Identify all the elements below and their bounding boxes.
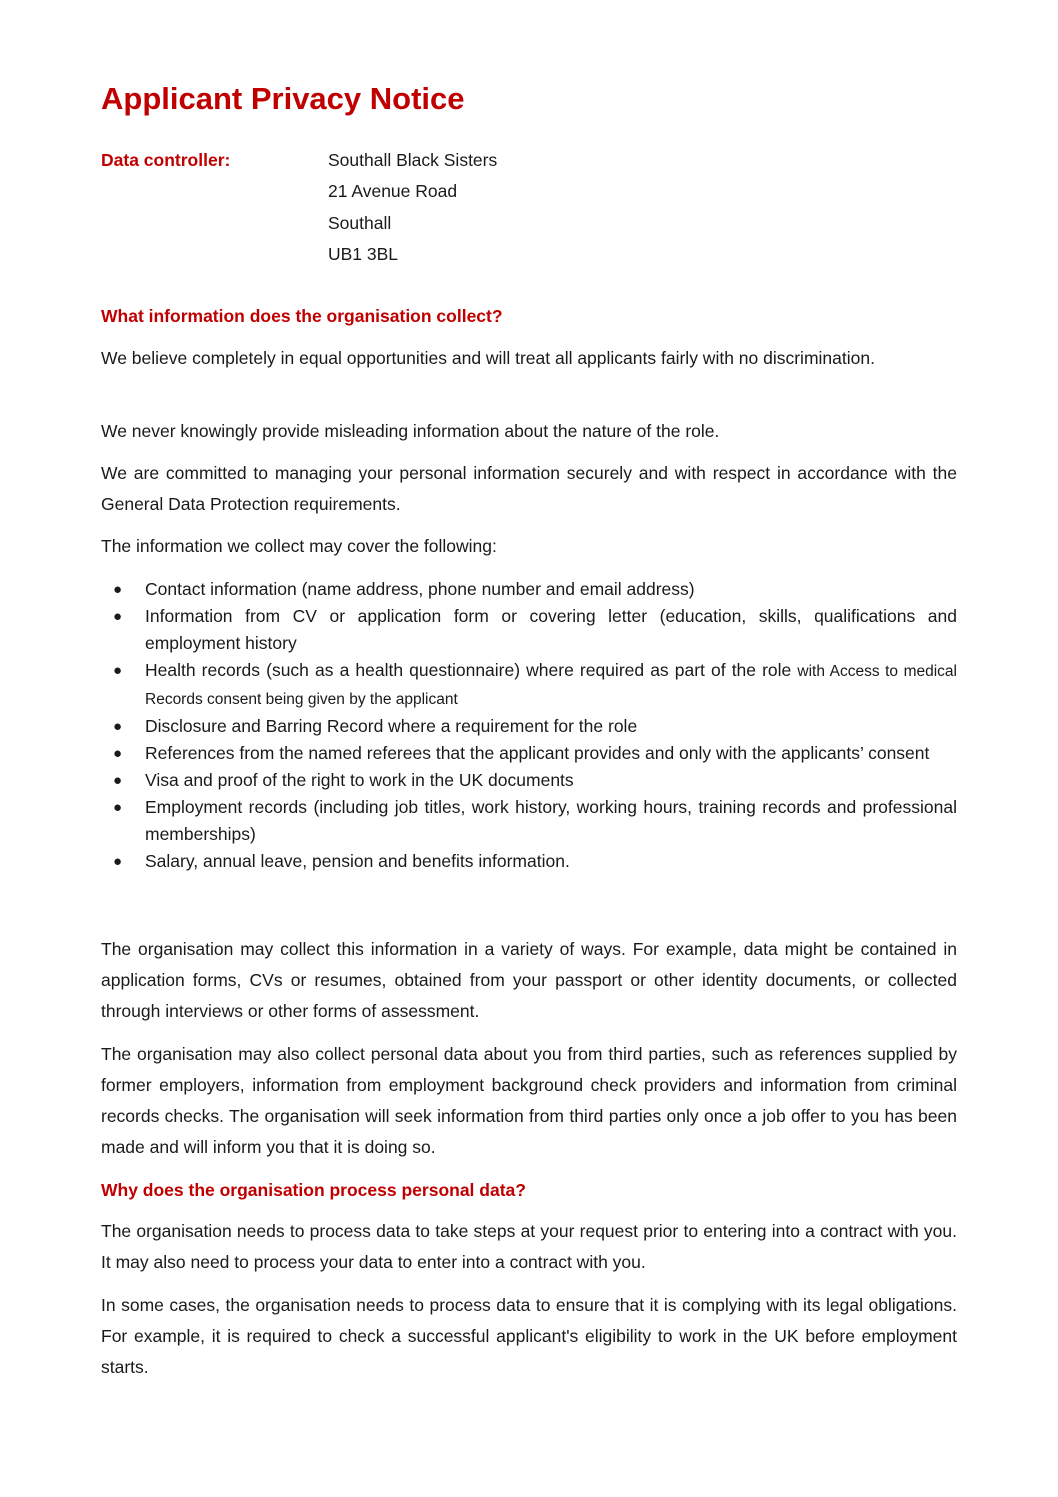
list-item: ● Health records (such as a health questionnaire) where required as part of the role with Access to medical Records consent being given by the applicant bbox=[113, 660, 957, 708]
collected-info-list bbox=[101, 576, 957, 875]
address-line: 21 Avenue Road bbox=[328, 181, 458, 202]
address-line: Southall bbox=[328, 212, 392, 233]
paragraph-equal-opportunities: We believe completely in equal opportunities and will treat all applicants fairly with no discrimination. bbox=[101, 348, 875, 368]
page-title: Applicant Privacy Notice bbox=[101, 81, 465, 116]
list-item: ● Contact information (name address, phone number and email address) bbox=[113, 579, 695, 599]
controller-address bbox=[328, 145, 497, 270]
address-line: Southall Black Sisters bbox=[328, 150, 498, 170]
list-item: ● Information from CV or application form or covering letter (education, skills, qualifications and employment history bbox=[113, 606, 957, 653]
paragraph-commitment: We are committed to managing your personal information securely and with respect in accordance with the General Data Protection requirements. bbox=[101, 463, 957, 514]
address-line: UB1 3BL bbox=[328, 243, 399, 264]
section-heading-collect: What information does the organisation collect? bbox=[101, 306, 503, 326]
paragraph-contract: The organisation needs to process data to take steps at your request prior to entering into a contract with you. It may also need to process your data to enter into a contract with you. bbox=[101, 1221, 957, 1272]
section-heading-process: Why does the organisation process personal data? bbox=[101, 1180, 526, 1200]
list-item: ● Visa and proof of the right to work in the UK documents bbox=[113, 770, 574, 790]
list-item: ● Salary, annual leave, pension and benefits information. bbox=[113, 851, 570, 871]
list-item: ● References from the named referees that the applicant provides and only with the applicants’ consent bbox=[113, 743, 930, 763]
list-item: ● Employment records (including job titles, work history, working hours, training records and professional memberships) bbox=[113, 797, 957, 844]
paragraph-collection-methods: The organisation may collect this information in a variety of ways. For example, data might be contained in application forms, CVs or resumes, obtained from your passport or other identity documents, or collected through interviews or other forms of assessment. bbox=[101, 939, 957, 1021]
paragraph-misleading-info: We never knowingly provide misleading information about the nature of the role. bbox=[101, 421, 720, 441]
paragraph-legal-obligations: In some cases, the organisation needs to process data to ensure that it is complying with its legal obligations. For example, it is required to check a successful applicant's eligibility to work in the UK before employment starts. bbox=[101, 1295, 957, 1377]
paragraph-third-parties: The organisation may also collect personal data about you from third parties, such as references supplied by former employers, information from employment background check providers and information from criminal records checks. The organisation will seek information from third parties only once a job offer to you has been made and will inform you that it is doing so. bbox=[101, 1044, 957, 1157]
list-item: ● Disclosure and Barring Record where a requirement for the role bbox=[113, 716, 638, 736]
data-controller-label: Data controller: bbox=[101, 150, 231, 170]
paragraph-collect-intro: The information we collect may cover the following: bbox=[101, 536, 497, 556]
